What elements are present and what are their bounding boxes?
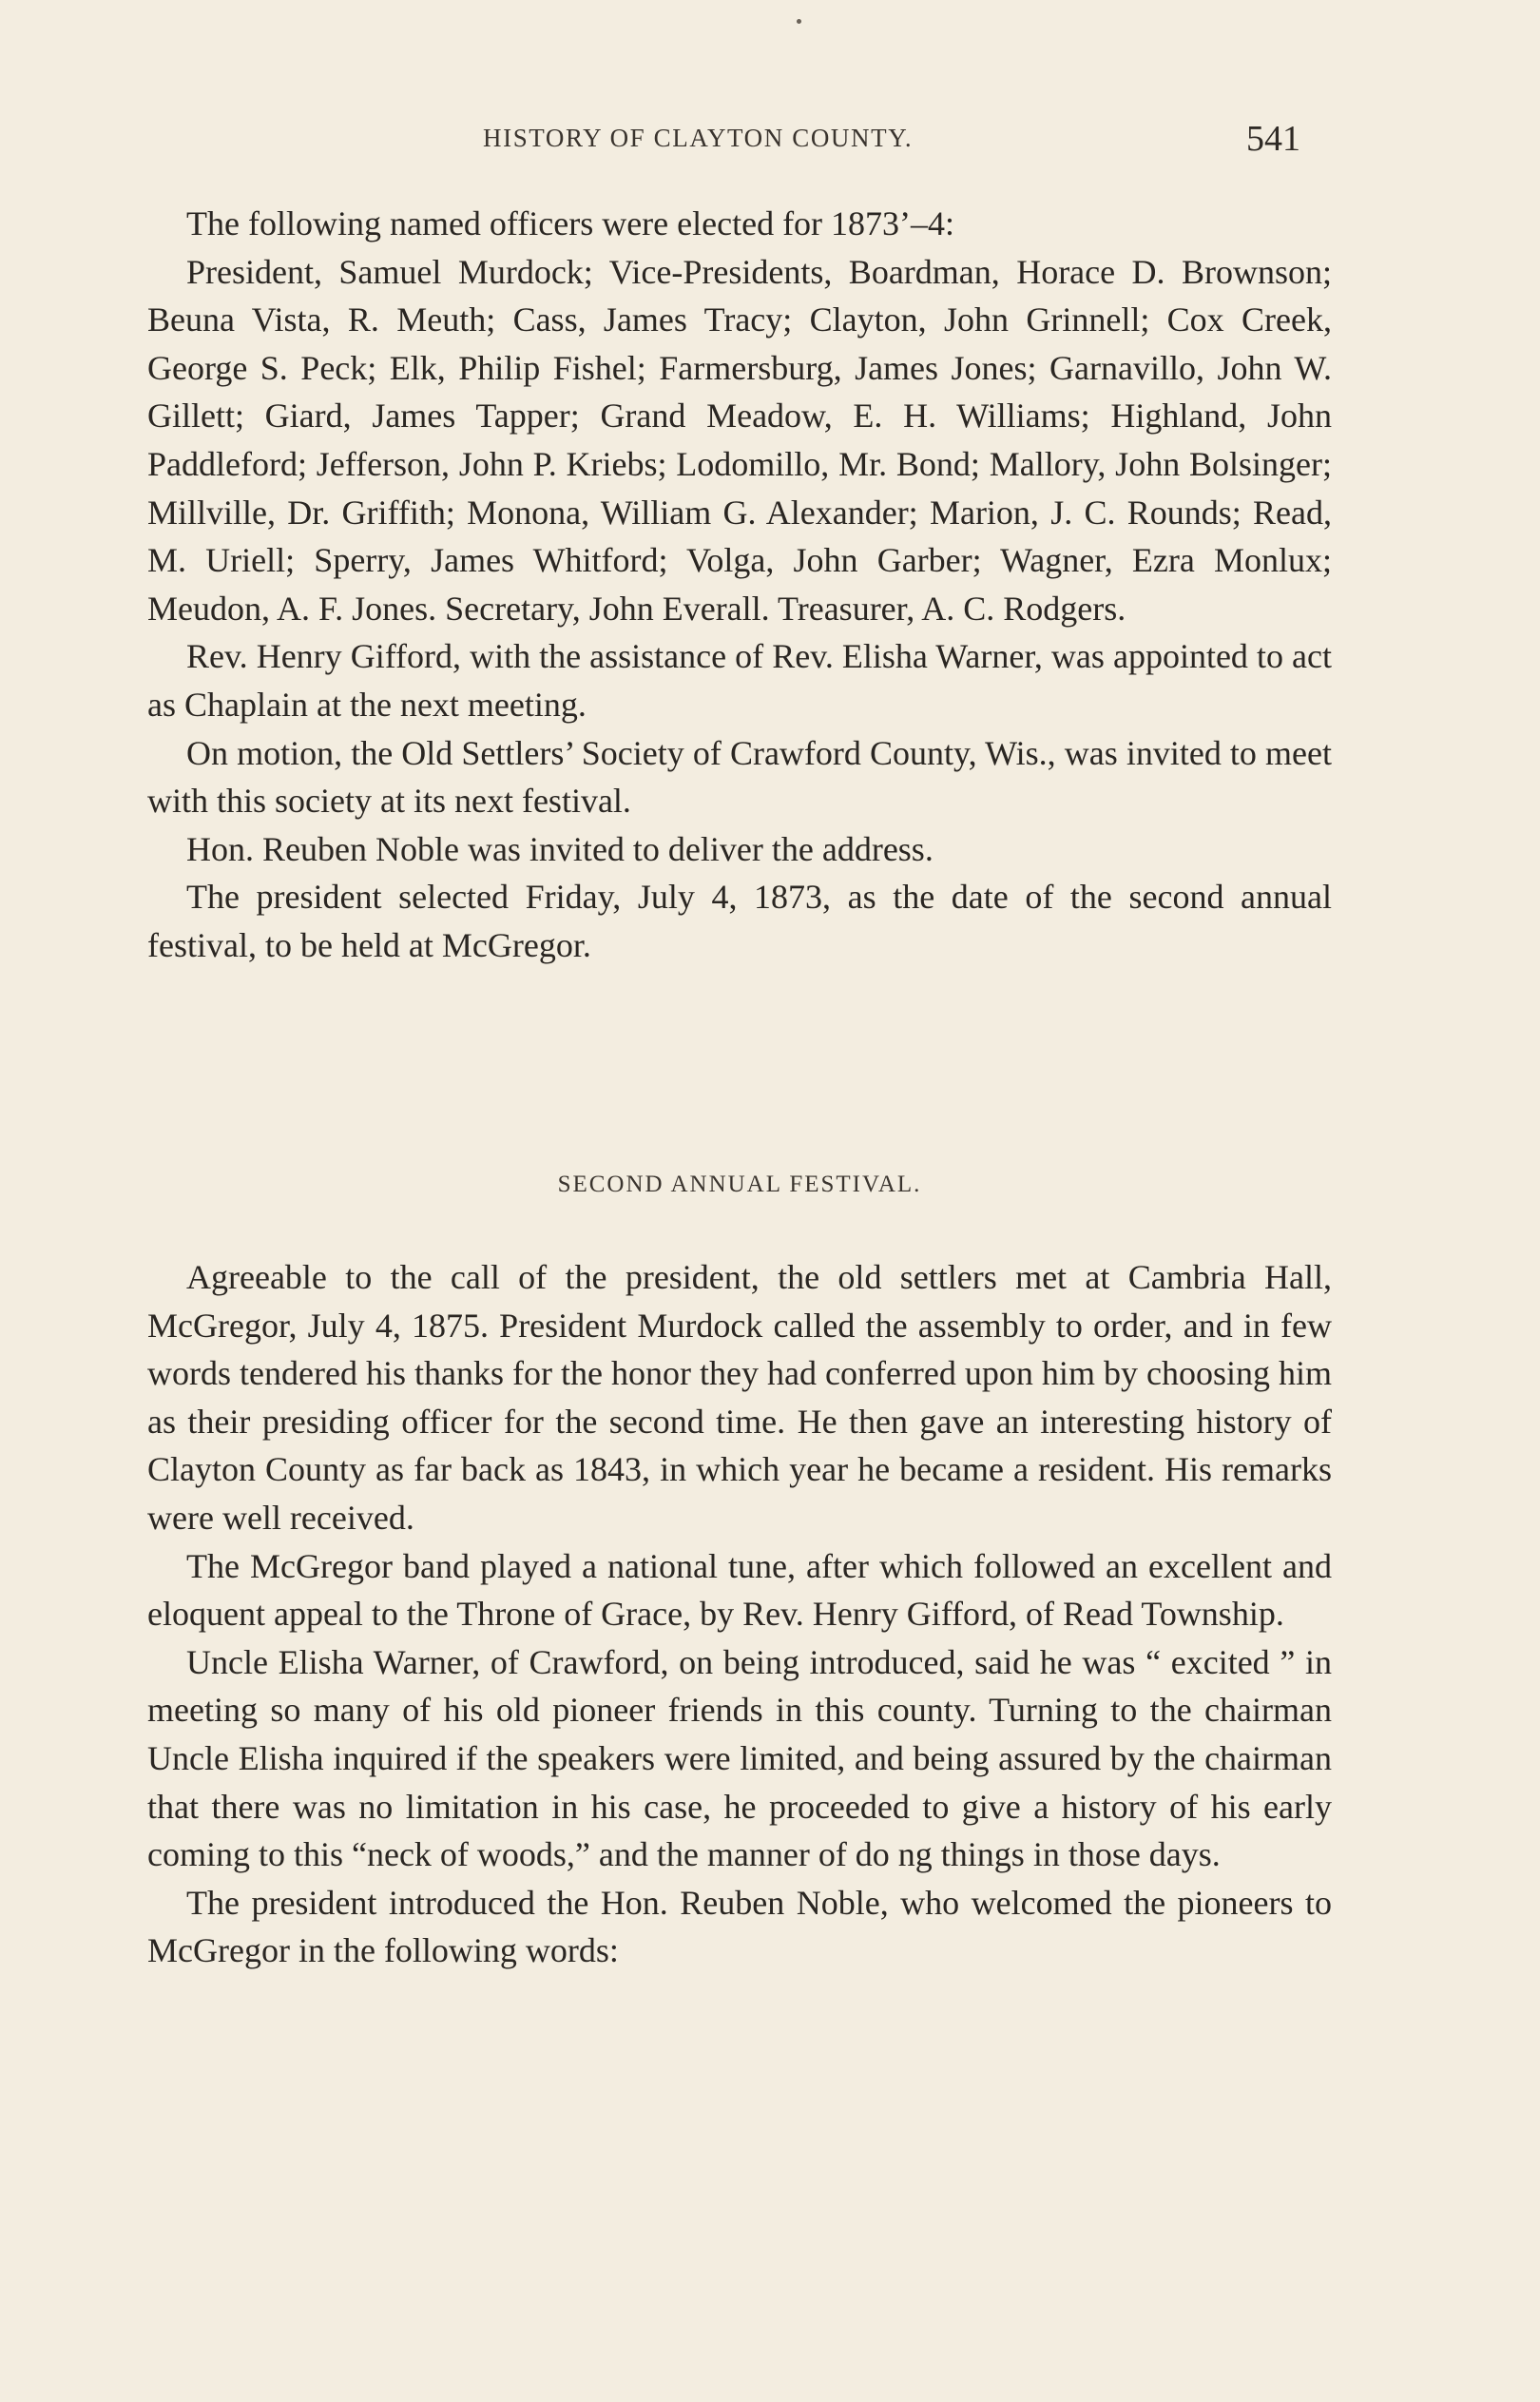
paragraph: On motion, the Old Settlers’ Society of Crawford County, Wis., was invited to meet with this society at its next festival.	[147, 733, 1332, 821]
section-heading: SECOND ANNUAL FESTIVAL.	[557, 1172, 922, 1197]
page-number: 541	[1246, 119, 1300, 159]
running-head: HISTORY OF CLAYTON COUNTY.	[483, 124, 914, 152]
paragraph: Agreeable to the call of the president, the old settlers met at Cambria Hall, McGregor, July 4, 1875. President Murdock called the assembly to order, and in few words tendered his thanks for the honor they had conferred upon him by choosing him as their presiding officer for the second time. He then gave an interesting history of Clayton County as far back as 1843, in which year he became a resident. His remarks were well received.	[147, 1258, 1332, 1537]
body-text-bottom	[147, 1253, 1332, 1975]
paragraph: Rev. Henry Gifford, with the assistance of Rev. Elisha Warner, was appointed to act as Chaplain at the next meeting.	[147, 637, 1332, 724]
paragraph: The following named officers were elected for 1873’–4:	[186, 204, 955, 242]
paragraph: The president selected Friday, July 4, 1873, as the date of the second annual festival, to be held at McGregor.	[147, 878, 1332, 964]
paragraph: Uncle Elisha Warner, of Crawford, on being introduced, said he was “ excited ” in meeting so many of his old pioneer friends in this county. Turning to the chairman Uncle Elisha inquired if the speakers were limited, and being assured by the chairman that there was no limitation in his case, he proceeded to give a history of his early coming to this “neck of woods,” and the manner of do ng things in those days.	[147, 1642, 1332, 1874]
paragraph: President, Samuel Murdock; Vice-Presidents, Boardman, Horace D. Brownson; Beuna Vista, R. Meuth; Cass, James Tracy; Clayton, John Grinnell; Cox Creek, George S. Peck; Elk, Philip Fishel; Farmersburg, James Jones; Garnavillo, John W. Gillett; Giard, James Tapper; Grand Meadow, E. H. Williams; Highland, John Paddleford; Jefferson, John P. Kriebs; Lodomillo, Mr. Bond; Mallory, John Bolsinger; Millville, Dr. Griffith; Monona, William G. Alexander; Marion, J. C. Rounds; Read, M. Uriell; Sperry, James Whitford; Volga, John Garber; Wagner, Ezra Monlux; Meudon, A. F. Jones. Secretary, John Everall. Treasurer, A. C. Rodgers.	[147, 252, 1332, 628]
paragraph: The McGregor band played a national tune, after which followed an excellent and eloquent appeal to the Throne of Grace, by Rev. Henry Gifford, of Read Township.	[147, 1546, 1332, 1634]
paragraph: Hon. Reuben Noble was invited to deliver the address.	[186, 829, 934, 868]
paragraph: The president introduced the Hon. Reuben Noble, who welcomed the pioneers to McGregor in the following words:	[147, 1883, 1332, 1970]
body-text-top	[147, 200, 1332, 970]
page-speck	[797, 19, 801, 24]
